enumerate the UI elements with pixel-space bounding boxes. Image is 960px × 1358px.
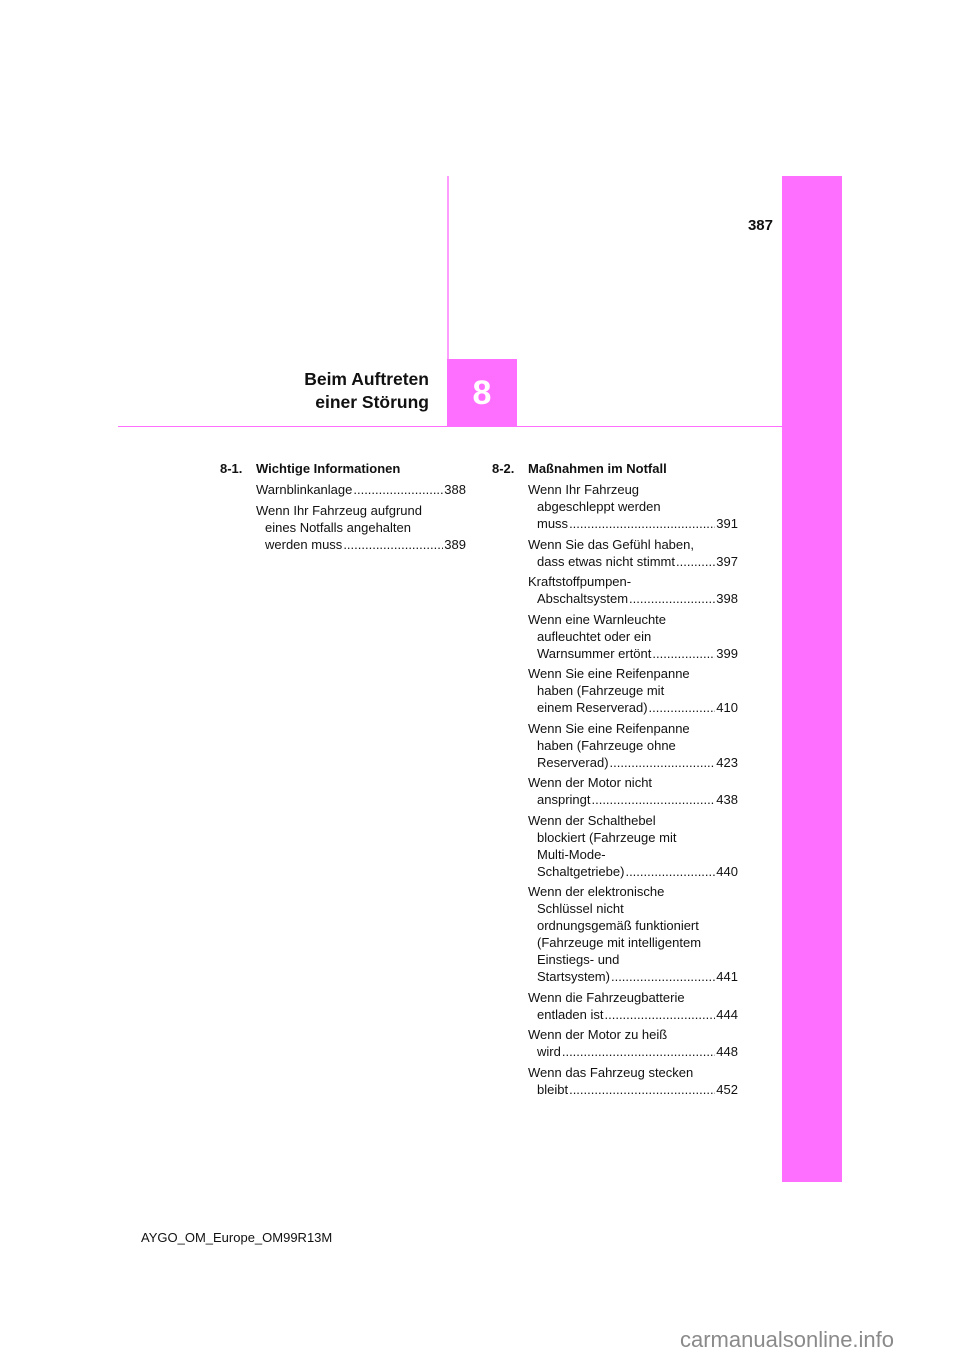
chapter-title-line: Beim Auftreten	[304, 369, 429, 389]
toc-entry-text: muss	[537, 516, 569, 531]
toc-page-ref[interactable]: 452	[716, 1081, 738, 1097]
toc-entry-line	[528, 754, 738, 771]
toc-entry-text: Warnsummer ertönt	[537, 645, 652, 661]
section-number: 8-2.	[492, 461, 515, 476]
dot-leader	[605, 1006, 716, 1023]
toc-page-ref[interactable]: 444	[716, 1006, 738, 1022]
toc-page-ref[interactable]: 438	[716, 792, 738, 807]
toc-entry-line: Kraftstoffpumpen-	[528, 574, 632, 589]
toc-page-ref[interactable]: 391	[716, 516, 738, 531]
toc-entry-line: abgeschleppt werden	[537, 499, 661, 514]
dot-leader	[353, 481, 443, 498]
toc-entry[interactable]	[528, 573, 738, 607]
toc-entry-line	[528, 1043, 738, 1060]
watermark: carmanualsonline.info	[680, 1327, 895, 1352]
toc-entry[interactable]	[528, 1064, 738, 1098]
toc-entry-text: bleibt	[537, 1081, 569, 1097]
toc-entry-line: haben (Fahrzeuge ohne	[537, 737, 676, 753]
toc-entry-line: Wenn Sie eine Reifenpanne	[528, 666, 690, 681]
toc-page-ref[interactable]: 410	[716, 700, 738, 715]
dot-leader	[343, 536, 443, 553]
toc-entry-text: Startsystem)	[537, 969, 610, 984]
toc-page-ref[interactable]: 441	[716, 969, 738, 984]
toc-entry-line: Schlüssel nicht	[537, 901, 624, 916]
chapter-title-line: einer Störung	[315, 392, 429, 412]
toc-entry-line: Wenn der Schalthebel	[528, 812, 656, 828]
toc-entry-line	[528, 553, 738, 570]
toc-entry-line: Wenn Sie eine Reifenpanne	[528, 720, 690, 736]
toc-entry-line: ordnungsgemäß funktioniert	[537, 918, 699, 933]
toc-entry-line: aufleuchtet oder ein	[537, 628, 652, 644]
section-heading	[220, 460, 466, 477]
toc-page-ref[interactable]: 448	[716, 1044, 738, 1059]
section-title: Wichtige Informationen	[256, 461, 401, 476]
toc-entry-line: Wenn der elektronische	[528, 884, 665, 899]
toc-entry-line	[528, 863, 738, 880]
toc-entry-line	[528, 699, 738, 716]
dot-leader	[625, 863, 715, 880]
toc-entry-line: Wenn Sie das Gefühl haben,	[528, 536, 694, 552]
toc-entry-line	[528, 1081, 738, 1098]
toc-entry-line: Wenn Ihr Fahrzeug	[528, 482, 640, 497]
toc-entry-line	[528, 590, 738, 607]
toc-entry-line: Wenn die Fahrzeugbatterie	[528, 989, 685, 1005]
chapter-tab-bar	[782, 176, 842, 1182]
toc-entry-line: Wenn der Motor zu heiß	[528, 1027, 668, 1042]
toc-entry[interactable]	[256, 502, 466, 553]
toc-entry-line: Wenn Ihr Fahrzeug aufgrund	[256, 502, 422, 518]
toc-page-ref[interactable]: 399	[716, 645, 738, 661]
toc-entry-line	[528, 1006, 738, 1023]
dot-leader	[652, 645, 715, 662]
toc-entry-line: eines Notfalls angehalten	[265, 519, 411, 535]
toc-entry[interactable]	[528, 883, 738, 985]
toc-page-ref[interactable]: 398	[716, 591, 738, 606]
toc-entry-text: entladen ist	[537, 1006, 604, 1022]
dot-leader	[649, 699, 716, 716]
toc-entry-line: blockiert (Fahrzeuge mit	[537, 829, 677, 845]
dot-leader	[629, 590, 715, 607]
toc-entry-text: werden muss	[265, 536, 343, 552]
toc-entry-line: Wenn der Motor nicht	[528, 775, 653, 790]
document-code: AYGO_OM_Europe_OM99R13M	[141, 1230, 333, 1245]
toc-entry-line: haben (Fahrzeuge mit	[537, 683, 665, 698]
toc-entry-line	[528, 645, 738, 662]
toc-page-ref[interactable]: 388	[444, 482, 466, 497]
toc-entry-line: Einstiegs- und	[537, 952, 620, 967]
toc-entry[interactable]	[528, 481, 738, 532]
dot-leader	[569, 515, 715, 532]
toc-entry-text: wird	[537, 1044, 561, 1059]
divider-vertical	[447, 176, 449, 359]
dot-leader	[562, 1043, 715, 1060]
toc-entry-line: (Fahrzeuge mit intelligentem	[537, 935, 702, 950]
toc-entry-text: einem Reserverad)	[537, 700, 648, 715]
toc-entry-line: Multi-Mode-	[537, 846, 606, 862]
toc-entry[interactable]	[256, 481, 466, 498]
toc-entry-text: dass etwas nicht stimmt	[537, 553, 675, 569]
chapter-number-box: 8	[447, 359, 517, 427]
toc-entry[interactable]	[528, 989, 738, 1023]
dot-leader	[611, 968, 715, 985]
toc-entry-line	[256, 536, 466, 553]
toc-page-ref[interactable]: 423	[716, 754, 738, 770]
toc-page-ref[interactable]: 397	[716, 553, 738, 569]
toc-section-8-1	[220, 460, 466, 556]
toc-entry[interactable]	[528, 665, 738, 716]
toc-entry-text: Schaltgetriebe)	[537, 863, 625, 879]
toc-entry[interactable]	[528, 611, 738, 662]
toc-entry[interactable]	[528, 720, 738, 771]
dot-leader	[569, 1081, 715, 1098]
toc-entry-line: Wenn das Fahrzeug stecken	[528, 1064, 694, 1080]
chapter-title	[230, 368, 429, 414]
toc-entry-line	[528, 791, 738, 808]
toc-entry-line	[528, 968, 738, 985]
section-number: 8-1.	[220, 461, 243, 476]
toc-page-ref[interactable]: 440	[716, 863, 738, 879]
toc-entry-text: Reserverad)	[537, 754, 609, 770]
section-heading	[492, 460, 738, 477]
toc-entry-line	[528, 515, 738, 532]
toc-entry-line: Wenn eine Warnleuchte	[528, 611, 667, 627]
toc-page-ref[interactable]: 389	[444, 536, 466, 552]
toc-entry[interactable]	[528, 812, 738, 880]
dot-leader	[591, 791, 715, 808]
toc-entry-text: Abschaltsystem	[537, 591, 629, 606]
toc-entry-text: anspringt	[537, 792, 591, 807]
toc-entry-line	[256, 481, 466, 498]
toc-entry[interactable]	[528, 1026, 738, 1060]
page-number: 387	[747, 217, 773, 234]
toc-entry[interactable]	[528, 536, 738, 570]
toc-entry-text: Warnblinkanlage	[256, 482, 353, 497]
toc-section-8-2	[492, 460, 738, 1101]
dot-leader	[676, 553, 715, 570]
section-title: Maßnahmen im Notfall	[528, 461, 667, 476]
toc-entry[interactable]	[528, 774, 738, 808]
dot-leader	[610, 754, 716, 771]
